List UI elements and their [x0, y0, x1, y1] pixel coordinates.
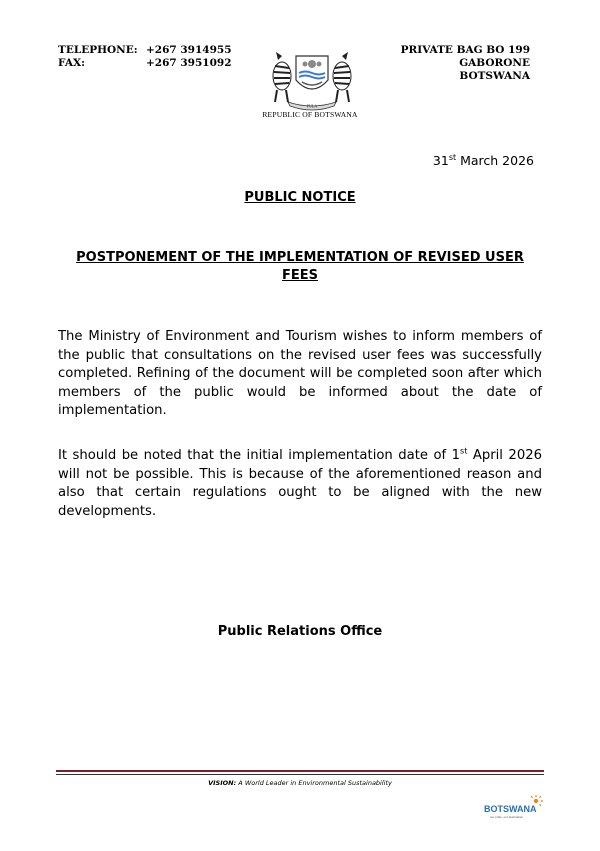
botswana-tourism-logo [480, 794, 550, 824]
paragraph-1: The Ministry of Environment and Tourism wishes to inform members of the public that consultations on the revised user fees was successfully completed. Refining of the document will be completed soon after which members of the public would be informed about the date of implementation. [58, 329, 542, 419]
shield-icon [296, 56, 328, 89]
telephone-label: TELEPHONE: [58, 44, 138, 56]
contact-block [58, 44, 232, 70]
notice-date [433, 153, 534, 168]
paragraph-2-sup: st [460, 446, 468, 456]
subject-title: POSTPONEMENT OF THE IMPLEMENTATION OF REVISED USER FEES [76, 250, 524, 283]
notice-title: PUBLIC NOTICE [244, 190, 356, 205]
footer-rule-top [56, 770, 544, 772]
address-line-2: GABORONE [459, 57, 530, 69]
vision-text: A World Leader in Environmental Sustainability [236, 779, 392, 787]
paragraph-2 [58, 447, 542, 521]
vision-label: VISION: [208, 779, 237, 787]
vision-statement [0, 779, 600, 787]
paragraph-2-part2: April 2026 will not be possible. This is because of the aforementioned reason and also that certain regulations ought to be aligned with the new developments. [58, 448, 542, 519]
fax-row [58, 57, 232, 70]
logo-text: BOTSWANA [484, 804, 537, 814]
ribbon-text: PULA [306, 103, 318, 109]
signoff: Public Relations Office [217, 624, 383, 639]
address-line-3: BOTSWANA [459, 70, 530, 82]
address-block [401, 44, 530, 83]
date-rest: March 2026 [456, 153, 534, 169]
date-day: 31 [432, 153, 449, 169]
fax-label: FAX: [58, 57, 86, 69]
paragraph-2-part1: It should be noted that the initial implementation date of 1 [58, 448, 461, 463]
footer-rule-bottom [56, 774, 544, 775]
coat-of-arms-icon [266, 46, 358, 112]
logo-tagline: our pride, our destination [490, 815, 524, 819]
telephone-value: +267 3914955 [146, 44, 232, 56]
left-zebra-icon [273, 52, 291, 102]
date-suffix: st [448, 153, 457, 162]
address-line-1: PRIVATE BAG BO 199 [400, 44, 530, 56]
right-zebra-icon [333, 52, 351, 102]
telephone-row [58, 44, 232, 57]
fax-value: +267 3951092 [146, 57, 232, 69]
crest-caption: REPUBLIC OF BOTSWANA [262, 110, 358, 119]
